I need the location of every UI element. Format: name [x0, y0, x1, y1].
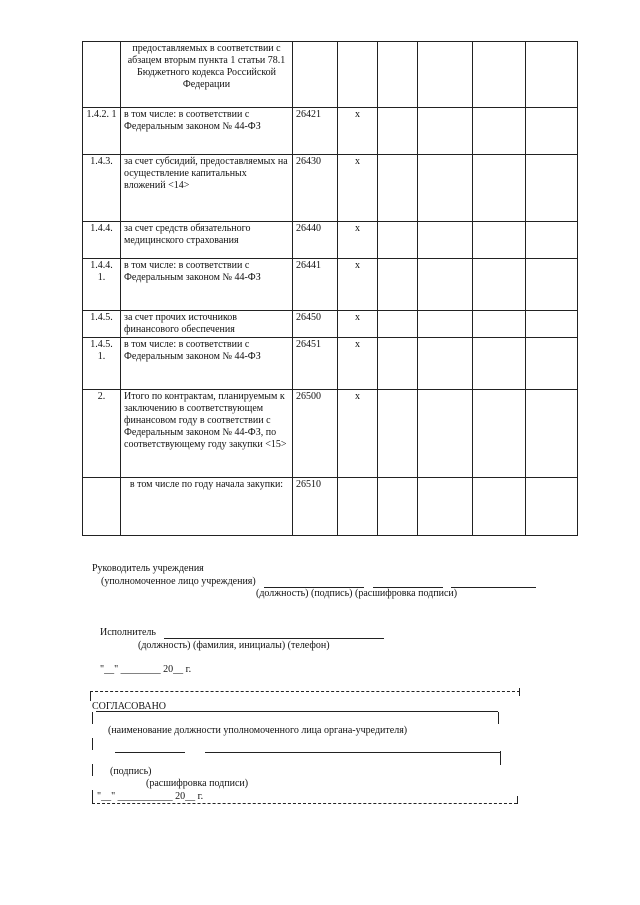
approval-title: СОГЛАСОВАНО [92, 701, 167, 712]
approval-bar-1-end [498, 712, 499, 724]
value-cell [526, 311, 578, 338]
approval-date: "__" ___________ 20__ г. [97, 791, 204, 802]
row-code: 26510 [293, 478, 338, 536]
table-row [83, 42, 578, 108]
value-cell [418, 338, 473, 390]
row-code: 26440 [293, 222, 338, 259]
row-text: за счет субсидий, предоставляемых на осуществление капитальных вложений <14> [121, 155, 293, 222]
row-mark: x [338, 155, 378, 222]
row-code: 26450 [293, 311, 338, 338]
value-cell [378, 222, 418, 259]
row-text: в том числе: в соответствии с Федеральным законом № 44-ФЗ [121, 108, 293, 155]
row-text: предоставляемых в соответствии с абзацем вторым пункта 1 статьи 78.1 Бюджетного кодекса Российской Федерации [121, 42, 293, 108]
value-cell [473, 108, 526, 155]
table-row [83, 390, 578, 478]
value-cell [378, 390, 418, 478]
row-text: за счет прочих источников финансового обеспечения [121, 311, 293, 338]
decode-line [451, 587, 536, 588]
row-code [293, 42, 338, 108]
value-cell [473, 311, 526, 338]
table-row [83, 108, 578, 155]
approval-bar-2-end [500, 751, 501, 765]
row-number: 1.4.5. 1. [83, 338, 121, 390]
table-row [83, 338, 578, 390]
approval-left-tick [90, 691, 91, 701]
approval-right-tick [519, 688, 520, 696]
head-sub-row [101, 576, 536, 588]
value-cell [418, 390, 473, 478]
approval-top-border [90, 691, 520, 692]
value-cell [418, 108, 473, 155]
row-number: 1.4.3. [83, 155, 121, 222]
row-text: Итого по контрактам, планируемым к заключению в соответствующем финансовом году в соответствии с Федеральным законом № 44-ФЗ, по соответствующему году закупки <15> [121, 390, 293, 478]
table-row [83, 222, 578, 259]
row-mark: x [338, 259, 378, 311]
table-row [83, 155, 578, 222]
row-number: 1.4.5. [83, 311, 121, 338]
executor-label: Исполнитель [100, 627, 156, 638]
value-cell [378, 311, 418, 338]
value-cell [418, 311, 473, 338]
row-mark: x [338, 222, 378, 259]
value-cell [418, 259, 473, 311]
row-text: в том числе: в соответствии с Федеральным законом № 44-ФЗ [121, 259, 293, 311]
head-title: Руководитель учреждения [92, 563, 204, 574]
value-cell [526, 155, 578, 222]
value-cell [526, 42, 578, 108]
value-cell [378, 108, 418, 155]
row-number: 1.4.2. 1 [83, 108, 121, 155]
value-cell [473, 259, 526, 311]
row-code: 26500 [293, 390, 338, 478]
value-cell [526, 259, 578, 311]
head-caption: (должность) (подпись) (расшифровка подписи) [256, 588, 458, 599]
row-mark [338, 478, 378, 536]
row-mark: x [338, 108, 378, 155]
value-cell [418, 42, 473, 108]
approval-bottom-tick [517, 796, 518, 804]
row-text: в том числе: в соответствии с Федеральным законом № 44-ФЗ [121, 338, 293, 390]
approval-position-line [96, 711, 498, 712]
value-cell [526, 222, 578, 259]
row-code: 26430 [293, 155, 338, 222]
row-code: 26451 [293, 338, 338, 390]
row-code: 26441 [293, 259, 338, 311]
value-cell [418, 155, 473, 222]
head-sub: (уполномоченное лицо учреждения) [101, 576, 256, 587]
value-cell [526, 390, 578, 478]
executor-caption: (должность) (фамилия, инициалы) (телефон) [138, 640, 330, 651]
approval-caption2: (подпись) [110, 766, 152, 777]
date-line: "__" ________ 20__ г. [100, 664, 192, 675]
approval-bottom-border [92, 803, 517, 804]
approval-bar-2 [92, 738, 93, 750]
value-cell [378, 42, 418, 108]
table-row [83, 259, 578, 311]
approval-sign-line [115, 752, 185, 753]
row-text: в том числе по году начала закупки: [121, 478, 293, 536]
approval-caption1: (наименование должности уполномоченного лица органа-учредителя) [108, 725, 408, 736]
value-cell [378, 338, 418, 390]
row-mark [338, 42, 378, 108]
value-cell [378, 155, 418, 222]
executor-line [164, 638, 384, 639]
value-cell [473, 42, 526, 108]
value-cell [526, 108, 578, 155]
approval-bar-3 [92, 764, 93, 776]
value-cell [526, 338, 578, 390]
row-mark: x [338, 311, 378, 338]
value-cell [473, 478, 526, 536]
value-cell [418, 478, 473, 536]
value-cell [473, 155, 526, 222]
row-code: 26421 [293, 108, 338, 155]
approval-caption3: (расшифровка подписи) [146, 778, 249, 789]
row-mark: x [338, 390, 378, 478]
value-cell [418, 222, 473, 259]
approval-decode-line [205, 752, 500, 753]
row-number [83, 478, 121, 536]
row-number [83, 42, 121, 108]
row-mark: x [338, 338, 378, 390]
approval-bar-4 [92, 790, 93, 804]
row-number: 2. [83, 390, 121, 478]
value-cell [473, 390, 526, 478]
value-cell [378, 478, 418, 536]
table-row [83, 311, 578, 338]
approval-bar-1 [92, 712, 93, 724]
plan-table [82, 41, 578, 536]
row-text: за счет средств обязательного медицинского страхования [121, 222, 293, 259]
row-number: 1.4.4. [83, 222, 121, 259]
value-cell [526, 478, 578, 536]
executor-row [100, 627, 384, 639]
value-cell [378, 259, 418, 311]
row-number: 1.4.4. 1. [83, 259, 121, 311]
table-row [83, 478, 578, 536]
value-cell [473, 222, 526, 259]
value-cell [473, 338, 526, 390]
